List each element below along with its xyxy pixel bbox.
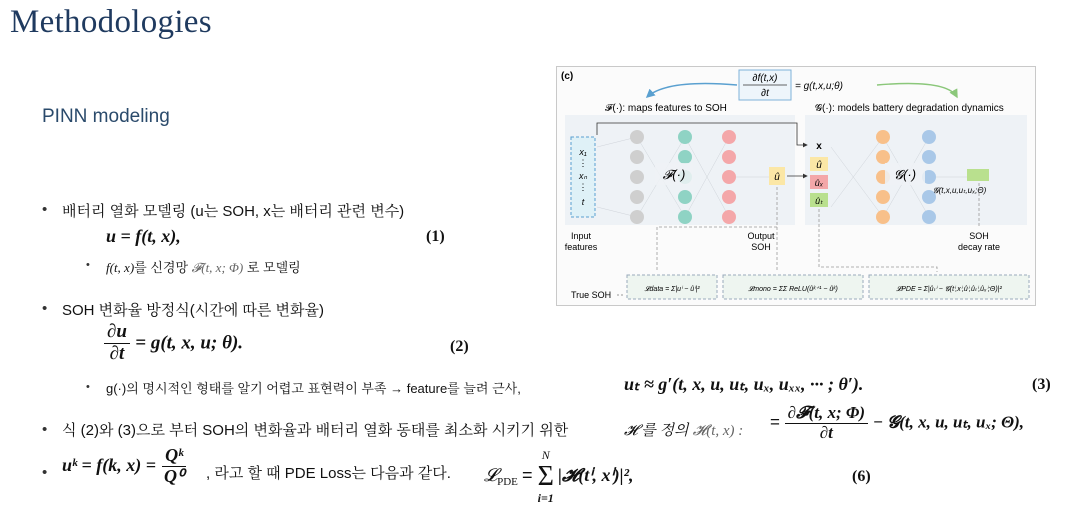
H-symbol-label: 𝓗 를 정의 xyxy=(624,423,689,439)
sum-upper: N xyxy=(541,448,550,462)
architecture-diagram xyxy=(557,67,1035,305)
page-title: Methodologies xyxy=(10,4,212,40)
mid-var-u: û xyxy=(816,160,822,171)
sub-bullet-dot: • xyxy=(86,381,90,393)
input-var-dots2: ⋮ xyxy=(578,182,588,192)
sub-text-1: 를 신경망 xyxy=(134,260,189,275)
G-output-label: 𝓖(t,x,u,uₜ,uₓ;Θ) xyxy=(933,186,987,195)
u-hat-label: û xyxy=(774,172,780,183)
H-fraction xyxy=(785,404,868,442)
input-var-x1: x₁ xyxy=(579,147,587,157)
input-label-2: features xyxy=(564,242,598,252)
bullet-dot: • xyxy=(42,201,48,218)
soh-lhs: uᵏ = f(k, x) = xyxy=(62,455,157,476)
f-of-tx: f(t, x) xyxy=(106,260,135,275)
pde-loss-equation: 𝓛$_{PDE}$ = N Σ i=1 |𝓗(tⁱ, xⁱ)|², xyxy=(484,448,634,505)
top-eq-numerator: ∂f(t,x) xyxy=(752,73,778,84)
input-var-xn: xₙ xyxy=(578,171,588,181)
input-label-1: Input xyxy=(570,231,592,241)
G-output-node xyxy=(967,169,989,181)
left-caption: 𝓕(·): maps features to SOH xyxy=(605,103,727,114)
equation-3-number: (3) xyxy=(1032,376,1051,393)
loss-subscript: PDE xyxy=(497,475,518,488)
mid-var-x: x xyxy=(816,141,822,152)
input-var-t: t xyxy=(581,197,585,207)
bullet-dot: • xyxy=(42,300,48,317)
bullet-soh-rate: SOH 변화율 방정식(시간에 따른 변화율) xyxy=(62,302,325,319)
equation-2 xyxy=(104,322,243,365)
loss-symbol: 𝓛 xyxy=(484,464,498,485)
sub-text-2: 로 모델링 xyxy=(246,260,301,275)
bullet-dot: • xyxy=(42,464,48,481)
equation-6-number: (6) xyxy=(852,468,871,485)
loss-mono: 𝓛mono = ΣΣ ReLU(ûᵏ⁺¹ − ûᵏ) xyxy=(748,286,838,293)
panel-label: (c) xyxy=(561,71,574,82)
equation-2-number: (2) xyxy=(450,338,469,355)
loss-rhs: |𝓗(tⁱ, xⁱ)|², xyxy=(558,464,634,485)
loss-data: 𝓛data = Σ|uⁱ − ûⁱ|² xyxy=(644,286,700,293)
mid-var-ut: ûₜ xyxy=(815,196,823,206)
G-network-label: 𝓖(·) xyxy=(893,167,917,182)
H-definition: 𝓗(t, x) : xyxy=(692,423,744,439)
loss-pde: 𝓛PDE = Σ|ûₜⁱ − 𝓖(tⁱ,xⁱ,ûⁱ,ûₜⁱ,ûₓⁱ;Θ)|² xyxy=(896,286,1002,293)
equation-1: u = f(t, x), xyxy=(106,226,181,246)
F-network-symbol: 𝓕(t, x; Φ) xyxy=(191,260,244,275)
pde-loss-text: , 라고 할 때 PDE Loss는 다음과 같다. xyxy=(206,465,451,482)
H-definition-label xyxy=(624,419,743,440)
pinn-architecture-figure xyxy=(556,66,1036,306)
input-var-dots1: ⋮ xyxy=(578,158,588,168)
soh-denominator: Q⁰ xyxy=(164,465,185,486)
mid-var-ux: ûₓ xyxy=(814,178,824,188)
bullet-dot: • xyxy=(42,421,48,438)
output-label-1: Output xyxy=(747,231,775,241)
section-subtitle: PINN modeling xyxy=(42,106,170,127)
decay-label-2: decay rate xyxy=(957,242,1001,252)
true-soh-label: True SOH xyxy=(571,290,612,300)
eq2-rhs: = g(t, x, u; θ). xyxy=(135,332,244,354)
sum-lower: i=1 xyxy=(537,491,554,505)
decay-label-1: SOH xyxy=(969,231,989,241)
bullet-define-H: 식 (2)와 (3)으로 부터 SOH의 변화율과 배터리 열화 동태를 최소화 시키기 위한 xyxy=(62,422,569,439)
equation-1-number: (1) xyxy=(426,228,445,245)
sum-symbol: N Σ i=1 xyxy=(537,448,554,505)
F-network-label: 𝓕(·) xyxy=(662,167,686,182)
H-denominator: ∂t xyxy=(819,422,833,442)
bullet-degradation-modeling: 배터리 열화 모델링 (u는 SOH, x는 배터리 관련 변수) xyxy=(62,203,405,220)
sub-bullet-neural-net xyxy=(106,257,301,276)
top-eq-rhs: = g(t,x,u;θ) xyxy=(795,81,843,92)
eq2-numerator: ∂u xyxy=(104,322,130,344)
H-equation: = $\frac{\text{∂𝓕(t, x; Φ)}}{\partial t}$ − 𝓖(t, x, u, uₜ, uₓ; Θ), xyxy=(770,403,1025,442)
H-rhs: − 𝓖(t, x, u, uₜ, uₓ; Θ), xyxy=(872,412,1025,432)
output-label-2: SOH xyxy=(751,242,771,252)
right-caption: 𝓖(·): models battery degradation dynamics xyxy=(815,103,1004,114)
eq2-fraction xyxy=(104,322,130,365)
soh-definition xyxy=(62,446,187,487)
sub-bullet-dot: • xyxy=(86,259,90,271)
soh-numerator: Qᵏ xyxy=(162,446,186,467)
sub-bullet-approx: g(·)의 명시적인 형태를 알기 어렵고 표현력이 부족 → feature를 늘려 근사, xyxy=(106,381,521,396)
H-numerator: ∂𝓕(t, x; Φ) xyxy=(785,404,868,424)
top-eq-denominator: ∂t xyxy=(761,88,769,99)
equation-3: uₜ ≈ g′(t, x, u, uₜ, uₓ, uₓₓ, ··· ; θ′). xyxy=(624,374,864,394)
soh-fraction xyxy=(161,446,187,487)
eq2-denominator: ∂t xyxy=(109,342,125,364)
